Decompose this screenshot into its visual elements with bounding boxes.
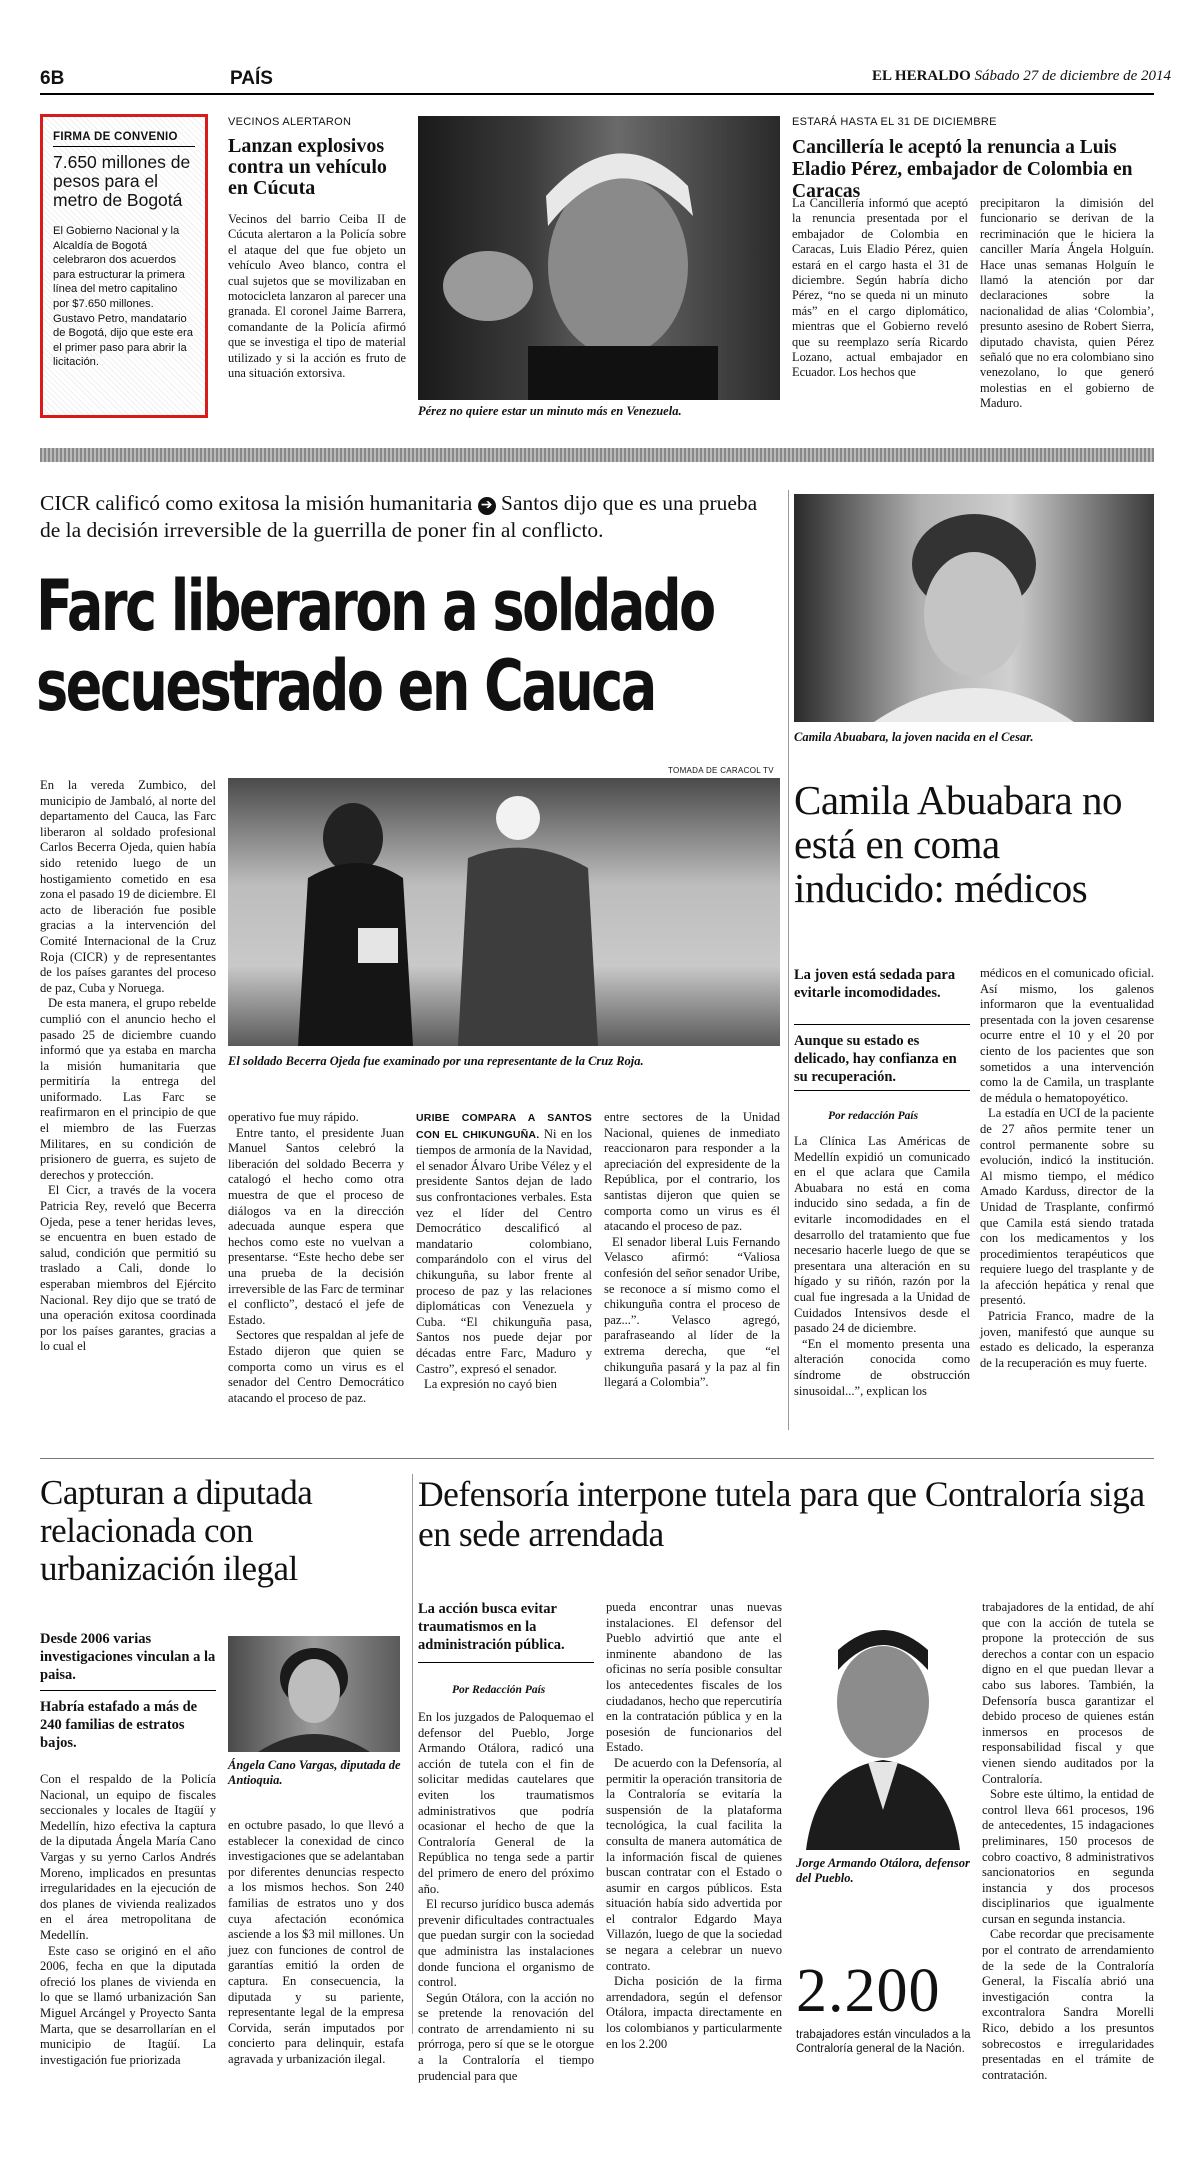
soldier-and-nurse-icon: [228, 778, 780, 1046]
defensoria-col2-para3: Dicha posición de la firma arrendadora, según el defensor Otálora, impacta directamente en los colombianos y particularmente en los 2.200: [606, 1974, 782, 2051]
farc-col1-para2: De esta manera, el grupo rebelde cumplió con el anuncio hecho el pasado 25 de diciembre cuando informó que ya estaba en marcha la misión humanitaria que permitiría la entrega del uniformado. Las Farc se reafirmaron en el principio de que el miembro de las Fuerzas Militares, en su condición de prisionero de guerra, es sujeto de derechos y protección.: [40, 996, 216, 1182]
defensoria-col3-para3: Cabe recordar que precisamente por el contrato de arrendamiento de la sede de la Contraloría General, la Fiscalía abrió una investigación contra la excontralora Sandra Morelli Rico, debido a los presuntos sobrecostos e irregularidades presentadas en el trámite de contratación.: [982, 1927, 1154, 2082]
defensoria-col1-para2: El recurso jurídico busca además prevenir dificultades contractuales que puedan surgir con la sociedad que administra las instalaciones donde funciona el organismo de control.: [418, 1897, 594, 1990]
man-portrait-icon: [418, 116, 780, 400]
defensoria-sub: La acción busca evitar traumatismos en la administración pública.: [418, 1601, 565, 1653]
defensoria-col3: [982, 1600, 1154, 2083]
diputada-col1-para1: Con el respaldo de la Policía Nacional, un equipo de fiscales seccionales y locales de Itagüí y Medellín, hizo efectiva la captura de la diputada Ángela María Cano Vargas y su yerno Carlos Andrés Moreno, implicados en presuntas irregularidades en la ejecución de dos planes de vivienda realizados en el área metropolitana de Medellín.: [40, 1772, 216, 1942]
farc-col4: [604, 1110, 780, 1391]
masthead: [872, 68, 1171, 85]
farc-deck-part1: CICR calificó como exitosa la misión humanitaria: [40, 491, 473, 515]
farc-col3-para2: La expresión no cayó bien: [424, 1377, 557, 1392]
farc-col3-kicker: URIBE COMPARA A SANTOS CON EL CHIKUNGUÑA.: [416, 1112, 592, 1141]
defensoria-col2-para1: pueda encontrar unas nuevas instalaciones. El defensor del Pueblo advirtió que ante el inminente abandono de las oficinas no sería posible consultar los antecedentes fiscales de los ciudadanos, hecho que repercutiría en la contratación pública y en la posesión de funcionarios del Estado.: [606, 1600, 782, 1755]
cucuta-body: Vecinos del barrio Ceiba II de Cúcuta alertaron a la Policía sobre el ataque del que fue objeto un vehículo Aveo blanco, contra el cual sujetos que se movilizaban en motocicleta lanzaron al parecer una granada. El coronel Jaime Barrera, comandante de la Policía afirmó que se investiga el tipo de material utilizado y si la acción es fruto de una situación extorsiva.: [228, 212, 406, 381]
farc-col2-para2: Entre tanto, el presidente Juan Manuel Santos celebró la liberación del soldado Becerra y catalogó el hecho como otra muestra de que el proceso de diálogos va en la dirección adecuada aunque espera que hechos como este no vuelvan a presentarse. “Este hecho debe ser una prueba de la decisión irreversible de las Farc de terminar el conflicto”, destacó el jefe de Estado.: [228, 1125, 404, 1327]
otalora-photo: [796, 1610, 970, 1850]
defensoria-headline: Defensoría interpone tutela para que Contraloría siga en sede arrendada: [418, 1474, 1145, 1554]
defensoria-byline: Por Redacción País: [452, 1684, 546, 1696]
page-number: 6B: [40, 68, 65, 89]
defensoria-sub-rule: [418, 1662, 594, 1663]
convenio-headline: 7.650 millones de pesos para el metro de Bogotá: [53, 152, 191, 210]
diputada-photo-caption: Ángela Cano Vargas, diputada de Antioquia.: [228, 1758, 401, 1787]
camila-col2: [980, 966, 1154, 1371]
camila-sub-rule: [794, 1024, 970, 1025]
farc-col1-para3: El Cicr, a través de la vocera Patricia Rey, reveló que Becerra Ojeda, pese a tener heridas leves, se encuentra en buen estado de salud, condición que permitió su traslado a Cali, donde lo esperaban miembros del Ejército Nacional. Rey dijo que se trató de una operación exitosa coordinada por los países garantes, gracias a lo cual el: [40, 1183, 216, 1354]
header-rule: [40, 93, 1154, 95]
convenio-rule: [53, 146, 195, 147]
farc-headline-line2: secuestrado en Cauca: [36, 645, 655, 727]
cancilleria-headline: Cancillería le aceptó la renuncia a Luis Eladio Pérez, embajador de Colombia en Caracas: [792, 137, 1133, 202]
farc-deck-part2: Santos dijo que es una prueba de la decisión irreversible de la guerrilla de poner fin al conflicto.: [40, 491, 758, 542]
newspaper-name: EL HERALDO: [872, 68, 971, 84]
convenio-kicker: FIRMA DE CONVENIO: [53, 131, 178, 143]
camila-col1-para1: La Clínica Las Américas de Medellín expidió un comunicado en el que aclara que Camila Abuabara no está en coma inducido sino sedada, a fin de evitarle incomodidades en el desarrollo del tratamiento que fue necesario hacerle luego de que se presentara una alteración en su hígado y su riñón, razón por la cual fue ingresada a la Unidad de Cuidados Intensivos desde el pasado 24 de diciembre.: [794, 1134, 970, 1336]
farc-col1: [40, 778, 216, 1355]
cancilleria-kicker: ESTARÁ HASTA EL 31 DE DICIEMBRE: [792, 116, 997, 128]
camila-sub2: Aunque su estado es delicado, hay confianza en su recuperación.: [794, 1033, 957, 1085]
diputada-col2: en octubre pasado, lo que llevó a establecer la conexidad de cinco investigaciones que se adelantaban por diferentes denuncias respecto a los mismos hechos. Son 240 familias de estratos uno y dos cuya afectación económica asciende a los $3 mil millones. Un juez con funciones de control de garantías emitió la orden de captura. En consecuencia, la diputada y su pariente, representante legal de la empresa Corvida, serán imputados por concierto para delinquir, estafa agravada y urbanización ilegal.: [228, 1818, 404, 2066]
perez-caption: Pérez no quiere estar un minuto más en Venezuela.: [418, 404, 682, 418]
diputada-col1-para2: Este caso se originó en el año 2006, fecha en que la diputada ofreció los planes de vivienda en lo que se llamó urbanización San Miguel Arcángel y Proyecto Santa Marta, que se desarrollarían en el municipio de Itagüí. La investigación fue priorizada: [40, 1943, 216, 2067]
farc-col4-para1: entre sectores de la Unidad Nacional, quienes de inmediato reaccionaron para responder a la apreciación del expresidente de la República, por el contrario, los santistas dijeron que quien se comporta como un virus es él atacando el proceso de paz.: [604, 1110, 780, 1234]
cucuta-kicker: VECINOS ALERTARON: [228, 116, 352, 128]
stat-label: trabajadores están vinculados a la Contraloría general de la Nación.: [796, 2029, 971, 2055]
arrow-right-icon: ➔: [478, 497, 496, 515]
defensoria-col1-para3: Según Otálora, con la acción no se pretende la renovación del contrato de arrendamiento ni su prórroga, pero sí que se le otorgue a la Contraloría el tiempo prudencial para que: [418, 1990, 594, 2083]
stat-value: 2.200: [796, 1957, 941, 2025]
diputada-sub1: Desde 2006 varias investigaciones vinculan a la paisa.: [40, 1631, 216, 1683]
farc-photo-caption: El soldado Becerra Ojeda fue examinado por una representante de la Cruz Roja.: [228, 1054, 644, 1068]
farc-col4-para2: El senador liberal Luis Fernando Velasco afirmó: “Valiosa confesión del señor senador Uribe, se reconoce a sí mismo como el chikunguña contra el proceso de paz...”. Velasco agregó, parafraseando al líder de la extrema derecha, que “el chikunguña pasará y la paz al fin llegará a Colombia”.: [604, 1234, 780, 1390]
convenio-box: [40, 114, 208, 418]
camila-byline: Por redacción País: [828, 1110, 919, 1122]
cancilleria-col2: precipitaron la dimisión del funcionario se derivan de la recriminación que le hiciera la canciller María Ángela Holguín. Hace unas semanas Holguín le llamó la atención por dar declaraciones sobre la nacionalidad de alias ‘Colombia’, presunto asesino de Robert Sierra, diputado chavista, quien Pérez señaló que no era colombiano sino venezolano, lo que generó molestias en el gobierno de Maduro.: [980, 196, 1154, 411]
defensoria-col2: [606, 1600, 782, 2052]
farc-col3: [416, 1110, 592, 1393]
farc-col3-para1: Ni en los tiempos de armonía de la Navidad, el senador Álvaro Uribe Vélez y el presidente Santos dejan de lado sus confrontaciones verbales. Esta vez el líder del Centro Democrático descalificó al mandatario colombiano, comparándolo con el virus del chikunguña, su labor frente al proceso de paz y las relaciones diplomáticas con Venezuela y Cuba. “El chikunguña pasa, Santos nos puede dejar por décadas entre Farc, Maduro y Castro”, expresó el senador.: [416, 1126, 592, 1376]
diputada-photo: [228, 1636, 400, 1752]
farc-col2: [228, 1110, 404, 1406]
farc-photo-credit: TOMADA DE CARACOL TV: [668, 766, 774, 775]
column-separator-bottom: [412, 1474, 413, 2034]
bottom-section-rule: [40, 1458, 1154, 1459]
camila-photo: [794, 494, 1154, 722]
section-divider-bar: [40, 448, 1154, 462]
perez-photo: [418, 116, 780, 400]
camila-headline: Camila Abuabara no está en coma inducido: médicos: [794, 777, 1123, 911]
diputada-sub-rule: [40, 1690, 216, 1691]
defensoria-col2-para2: De acuerdo con la Defensoría, al permitir la operación transitoria de la Contraloría se evitaría la suspensión de la plataforma tecnológica, la cual facilita la consulta de manera automática de la información fiscal de quienes buscan contratar con el Estado o asumir en cargos públicos. Esta situación había sido advertida por el contralor Edgardo Maya Villazón, luego de que la sociedad se negara a celebrar un nuevo contrato.: [606, 1755, 782, 1973]
defensoria-col3-para1: trabajadores de la entidad, de ahí que con la acción de tutela se propone la protección de sus derechos a contar con un espacio digno en el que puedan llevar a cabo sus labores. También, la Defensoría busca garantizar el debido proceso de quienes están inmersos en procesos de responsabilidad fiscal y que vienen siendo auditados por la Contraloría.: [982, 1600, 1154, 1786]
cancilleria-col1: La Cancillería informó que aceptó la renuncia presentada por el embajador de Colombia en Caracas, Luis Eladio Pérez, quien estará en el cargo hasta el 31 de diciembre. Según habría dicho Pérez, “no se queda ni un minuto más” en el cargo diplomático, mientras que el Gobierno reveló que su reemplazo sería Ricardo Lozano, actual embajador en Ecuador. Los hechos que: [792, 196, 968, 380]
camila-col2-para3: Patricia Franco, madre de la joven, manifestó que aunque su estado es delicado, la esperanza de la recuperación es muy fuerte.: [980, 1309, 1154, 1370]
defensoria-col1: [418, 1710, 594, 2084]
defensoria-col3-para2: Sobre este último, la entidad de control lleva 661 procesos, 196 de antecedentes, 15 indagaciones preliminares, 150 procesos de cobro coactivo, 8 administrativos sancionatorios en segunda instancia y dos procesos disciplinarios que igualmente cursan en segunda instancia.: [982, 1787, 1154, 1926]
camila-col2-para2: La estadía en UCI de la paciente de 27 años permite tener un control permanente sobre su evolución, indicó la institución. Al mismo tiempo, el médico Amado Karduss, director de la Unidad de Trasplante, confirmó que Camila está siendo tratada con los medicamentos y los procedimientos terapéuticos que requiere luego del trasplante y de la afección hepática y renal que presentó.: [980, 1106, 1154, 1308]
camila-sub-rule-2: [794, 1090, 970, 1091]
camila-photo-caption: Camila Abuabara, la joven nacida en el Cesar.: [794, 730, 1034, 744]
woman-portrait-icon: [228, 1636, 400, 1752]
farc-col1-para1: En la vereda Zumbico, del municipio de Jambaló, al norte del departamento del Cauca, las Farc liberaron al soldado profesional Carlos Becerra Ojeda, quien había sido retenido luego de un hostigamiento cometido en esa zona el pasado 19 de diciembre. El acto de liberación fue posible gracias a la intervención del Comité Internacional de la Cruz Roja (CICR) y de representantes de los países garantes del proceso de paz, Cuba y Noruega.: [40, 778, 216, 995]
convenio-body: El Gobierno Nacional y la Alcaldía de Bogotá celebraron dos acuerdos para estructurar la primera línea del metro capitalino por $7.650 millones. Gustavo Petro, mandatario de Bogotá, dijo que este era el primer paso para abrir la licitación.: [53, 225, 193, 369]
camila-col2-para1: médicos en el comunicado oficial. Así mismo, los galenos informaron que la eventualidad presentada con la joven cesarense ocurre entre el 10 y el 20 por ciento de los pacientes que son sometidos a una intervención como la de Camila, un trasplante de médula o hematopoyético.: [980, 966, 1154, 1105]
farc-deck: [40, 490, 780, 544]
camila-col1-para2: “En el momento presenta una alteración conocida como síndrome de obstrucción sinusoidal...”, explican los: [794, 1336, 970, 1398]
diputada-headline: Capturan a diputada relacionada con urbanización ilegal: [40, 1473, 313, 1588]
section-name: PAÍS: [230, 68, 273, 89]
issue-date: Sábado 27 de diciembre de 2014: [974, 68, 1172, 84]
farc-col2-para1: operativo fue muy rápido.: [228, 1110, 359, 1124]
farc-headline-line1: Farc liberaron a soldado: [36, 565, 714, 647]
woman-portrait-icon: [794, 494, 1154, 722]
page-top-margin: [0, 0, 1182, 20]
otalora-caption: Jorge Armando Otálora, defensor del Pueblo.: [796, 1856, 970, 1885]
farc-photo: [228, 778, 780, 1046]
farc-headline: [36, 566, 714, 726]
camila-sub1: La joven está sedada para evitarle incomodidades.: [794, 967, 956, 1001]
column-separator: [788, 490, 789, 1430]
camila-col1: [794, 1134, 970, 1399]
diputada-sub2: Habría estafado a más de 240 familias de estratos bajos.: [40, 1699, 198, 1751]
defensoria-col1-para1: En los juzgados de Paloquemao el defensor del Pueblo, Jorge Armando Otálora, radicó una acción de tutela con el fin de solicitar medidas cautelares que eviten los traumatismos administrativos que podría ocasionar el hecho de que la Contraloría General de la República no tenga sede a partir del primero de enero del próximo año.: [418, 1710, 594, 1896]
diputada-col1: [40, 1772, 216, 2068]
farc-col2-para3: Sectores que respaldan al jefe de Estado dijeron que quien se comporta como un virus es el senador del Centro Democrático atacando el proceso de paz.: [228, 1328, 404, 1405]
man-portrait-icon: [796, 1610, 970, 1850]
cucuta-headline: Lanzan explosivos contra un vehículo en Cúcuta: [228, 135, 387, 199]
